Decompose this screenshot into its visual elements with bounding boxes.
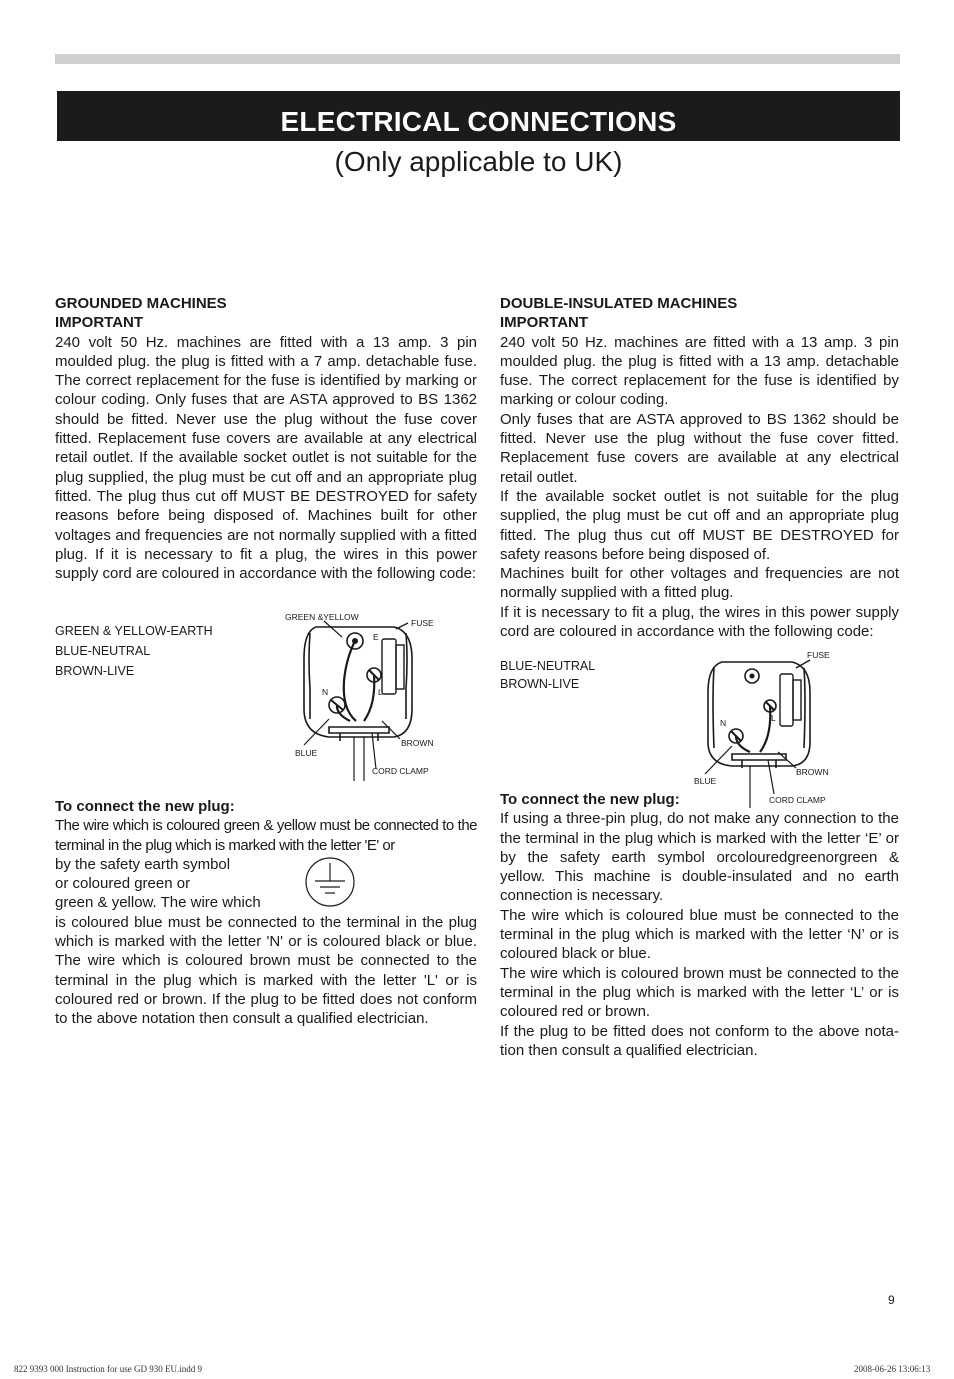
left-connect-short3: green & yellow. The wire which (55, 894, 261, 912)
right-para-5: If it is necessary to fit a plug, the wires in this power supply cord are coloured in accordance with the following code: (500, 603, 899, 641)
right-connect-para-4: If the plug to be fitted does not conform to the above nota-tion then consult a qualified electrician. (500, 1022, 899, 1059)
right-connect-para-1: If using a three-pin plug, do not make any connection to the the terminal in the plug which is marked with the letter ‘E’ or by the safety earth symbol orcolouredgreenorgreen & yellow. This machine is double-insulated and no earth connection is necessary. (500, 810, 899, 905)
label-blue: BLUE (694, 776, 717, 786)
right-connect-section (500, 790, 899, 1060)
right-column-intro (500, 294, 899, 641)
label-brown: BROWN (401, 738, 434, 748)
right-connect-heading: To connect the new plug: (500, 791, 680, 808)
left-connect-short1: by the safety earth symbol (55, 855, 231, 873)
left-wire-codes (55, 621, 213, 681)
right-heading-important: IMPORTANT (500, 314, 589, 332)
label-green-yellow: GREEN &YELLOW (285, 612, 359, 622)
footer-file-info: 822 9393 000 Instruction for use GD 930 EU.indd 9 (14, 1364, 202, 1374)
code-live: BROWN-LIVE (55, 664, 135, 678)
left-heading-grounded: GROUNDED MACHINES (55, 295, 227, 312)
right-para-4: Machines built for other voltages and frequencies are not normally supplied with a fitted plug. (500, 565, 899, 602)
right-connect-para-2: The wire which is coloured blue must be connected to the terminal in the plug which is marked with the letter ‘N’ or is coloured black or blue. (500, 906, 899, 963)
top-rule (55, 54, 900, 64)
label-n: N (322, 687, 329, 697)
left-connect-short2: or coloured green or (55, 875, 191, 893)
label-fuse: FUSE (807, 650, 830, 660)
page-subtitle: (Only applicable to UK) (334, 146, 623, 177)
left-heading-important: IMPORTANT (55, 314, 144, 332)
label-fuse: FUSE (411, 618, 434, 628)
left-connect-rest: is coloured blue must be connected to the terminal in the plug which is marked with the letter 'N' or is coloured black or blue. The wire which is coloured brown must be connected to the terminal in the plug which is marked with the letter 'L' or is coloured red or brown. If the plug to be fitted does not conform to the above notation then consult a qualified electrician. (55, 913, 477, 1028)
cord-clamp (329, 727, 389, 741)
label-brown: BROWN (796, 767, 829, 777)
footer-timestamp: 2008-06-26 13:06:13 (854, 1364, 931, 1374)
label-n: N (720, 718, 727, 728)
right-para-2: Only fuses that are ASTA approved to BS 1362 should be fitted. Never use the plug without the fuse cover fitted. Replacement fuse covers are available at any electrical retail outlet. (500, 410, 899, 486)
label-cord-clamp: CORD CLAMP (372, 766, 429, 776)
right-wire-codes (500, 657, 595, 693)
left-connect-heading: To connect the new plug: (55, 798, 235, 815)
label-blue: BLUE (295, 748, 318, 758)
left-body-text: 240 volt 50 Hz. machines are fitted with a 13 amp. 3 pin moulded plug. the plug is fitted with a 7 amp. detachable fuse. The correct replacement for the fuse is identified by marking or colour coding. Only fuses that are ASTA approved to BS 1362 should be fitted. Never use the plug without the fuse cover fitted. Replacement fuse covers are available at any electrical retail outlet. If the available socket outlet is not suitable for the plug supplied, the plug must be cut off and an appropriate plug fitted. The plug thus cut off MUST BE DESTROYED for safety reasons before being disposed of. Machines built for other voltages and frequencies are not normally supplied with a fitted plug. If it is necessary to fit a plug, the wires in this power supply cord are coloured in accordance with the following code: (55, 333, 477, 583)
grounded-plug-diagram (284, 609, 444, 784)
label-cord-clamp: CORD CLAMP (769, 795, 826, 805)
code-earth: GREEN & YELLOW-EARTH (55, 624, 213, 638)
label-l: L (378, 687, 383, 697)
right-para-3: If the available socket outlet is not suitable for the plug supplied, the plug must be cut off and an appropriate plug fitted. The plug thus cut off MUST BE DESTROYED for safety reasons before being disposed of. (500, 487, 899, 563)
right-heading-double-insulated: DOUBLE-INSULATED MACHINES (500, 295, 738, 312)
right-connect-para-3: The wire which is coloured brown must be connected to the terminal in the plug which is marked with the letter ‘L’ or is coloured red or brown. (500, 964, 899, 1021)
page-title: ELECTRICAL CONNECTIONS (57, 91, 900, 141)
code-neutral: BLUE-NEUTRAL (500, 659, 596, 673)
double-insulated-plug-diagram (692, 648, 842, 808)
code-live: BROWN-LIVE (500, 677, 580, 691)
fuse-holder (382, 623, 408, 694)
label-l: L (771, 713, 776, 723)
label-e: E (373, 632, 379, 642)
right-para-1: 240 volt 50 Hz. machines are fitted with a 13 amp. 3 pin moulded plug. the plug is fitted with a 13 amp. detachable fuse. The correct replacement for the fuse is identified by marking or colour coding. (500, 333, 899, 409)
left-connect-line1: The wire which is coloured green & yellow must be connected to the terminal in the plug which is marked with the letter 'E' or (55, 817, 477, 854)
left-connect-section (55, 797, 477, 1029)
page-number: 9 (888, 1293, 895, 1307)
earth-symbol-icon (301, 857, 359, 907)
code-neutral: BLUE-NEUTRAL (55, 644, 151, 658)
left-column-intro (55, 294, 477, 583)
wires (736, 706, 770, 752)
